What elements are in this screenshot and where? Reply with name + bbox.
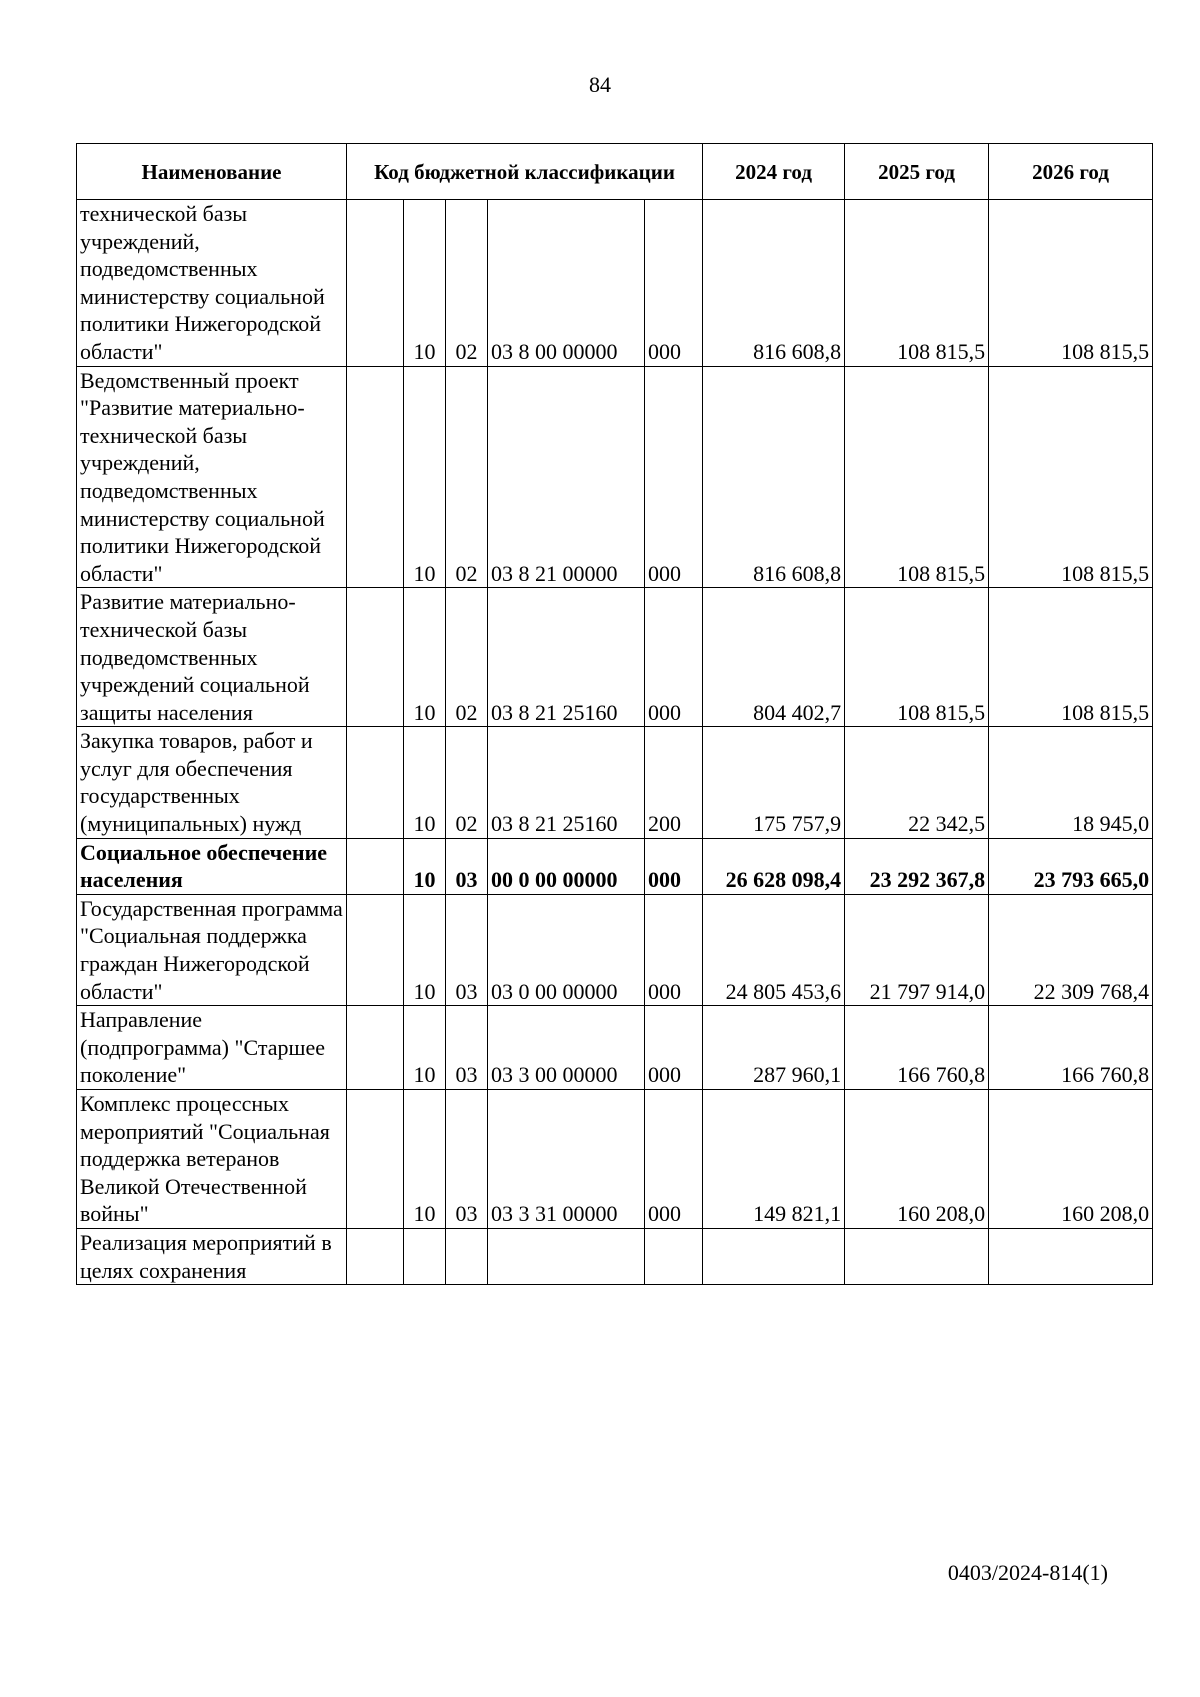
row-target-article-code: 03 8 21 25160 — [488, 727, 645, 838]
document-code: 0403/2024-814(1) — [947, 1560, 1108, 1585]
row-subsection-code: 03 — [446, 838, 488, 894]
row-target-article-code: 03 3 00 00000 — [488, 1006, 645, 1090]
row-expense-type-code: 000 — [645, 1006, 703, 1090]
row-name: Социальное обеспечение населения — [77, 838, 347, 894]
row-expense-type-code: 000 — [645, 894, 703, 1005]
row-amount-2024: 175 757,9 — [703, 727, 845, 838]
row-subsection-code: 03 — [446, 1090, 488, 1229]
row-gp-code — [347, 588, 404, 727]
row-amount-2024: 149 821,1 — [703, 1090, 845, 1229]
row-amount-2024: 816 608,8 — [703, 200, 845, 367]
row-subsection-code: 02 — [446, 200, 488, 367]
table-row — [77, 1006, 1153, 1090]
table-row — [77, 727, 1153, 838]
row-section-code: 10 — [404, 366, 446, 588]
row-target-article-code — [488, 1228, 645, 1284]
table-row — [77, 894, 1153, 1005]
row-amount-2025: 23 292 367,8 — [845, 838, 989, 894]
row-target-article-code: 03 8 00 00000 — [488, 200, 645, 367]
row-amount-2024: 804 402,7 — [703, 588, 845, 727]
row-gp-code — [347, 366, 404, 588]
header-2026: 2026 год — [989, 144, 1153, 200]
row-gp-code — [347, 1228, 404, 1284]
row-amount-2024: 24 805 453,6 — [703, 894, 845, 1005]
row-section-code: 10 — [404, 588, 446, 727]
row-name: Государственная программа "Социальная поддержка граждан Нижегородской области" — [77, 894, 347, 1005]
row-subsection-code: 03 — [446, 1006, 488, 1090]
row-name: Ведомственный проект "Развитие материально-технической базы учреждений, подведомственных министерству социальной политики Нижегородской области" — [77, 366, 347, 588]
row-target-article-code: 03 8 21 25160 — [488, 588, 645, 727]
row-expense-type-code: 000 — [645, 588, 703, 727]
row-amount-2025 — [845, 1228, 989, 1284]
row-gp-code — [347, 838, 404, 894]
row-amount-2026: 18 945,0 — [989, 727, 1153, 838]
row-expense-type-code: 200 — [645, 727, 703, 838]
row-section-code: 10 — [404, 727, 446, 838]
row-target-article-code: 03 8 21 00000 — [488, 366, 645, 588]
row-gp-code — [347, 894, 404, 1005]
row-gp-code — [347, 200, 404, 367]
table-row — [77, 1090, 1153, 1229]
row-section-code: 10 — [404, 1006, 446, 1090]
row-section-code: 10 — [404, 894, 446, 1005]
row-section-code: 10 — [404, 200, 446, 367]
row-amount-2025: 108 815,5 — [845, 366, 989, 588]
row-amount-2025: 160 208,0 — [845, 1090, 989, 1229]
table-body — [77, 200, 1153, 1285]
row-subsection-code — [446, 1228, 488, 1284]
header-name: Наименование — [77, 144, 347, 200]
row-name: технической базы учреждений, подведомственных министерству социальной политики Нижегородской области" — [77, 200, 347, 367]
row-amount-2026: 108 815,5 — [989, 366, 1153, 588]
header-2024: 2024 год — [703, 144, 845, 200]
row-name: Закупка товаров, работ и услуг для обеспечения государственных (муниципальных) нужд — [77, 727, 347, 838]
row-expense-type-code: 000 — [645, 200, 703, 367]
row-expense-type-code: 000 — [645, 838, 703, 894]
row-subsection-code: 02 — [446, 366, 488, 588]
row-gp-code — [347, 1090, 404, 1229]
row-amount-2026: 160 208,0 — [989, 1090, 1153, 1229]
table-row — [77, 1228, 1153, 1284]
page-number: 84 — [589, 72, 611, 97]
table-row — [77, 200, 1153, 367]
row-amount-2024: 816 608,8 — [703, 366, 845, 588]
row-name: Реализация мероприятий в целях сохранения — [77, 1228, 347, 1284]
row-amount-2025: 21 797 914,0 — [845, 894, 989, 1005]
row-amount-2024: 287 960,1 — [703, 1006, 845, 1090]
row-amount-2025: 108 815,5 — [845, 588, 989, 727]
row-name: Развитие материально-технической базы подведомственных учреждений социальной защиты населения — [77, 588, 347, 727]
row-amount-2025: 166 760,8 — [845, 1006, 989, 1090]
row-amount-2026: 108 815,5 — [989, 200, 1153, 367]
row-section-code — [404, 1228, 446, 1284]
row-amount-2024: 26 628 098,4 — [703, 838, 845, 894]
table-row — [77, 838, 1153, 894]
row-gp-code — [347, 1006, 404, 1090]
row-subsection-code: 03 — [446, 894, 488, 1005]
row-target-article-code: 00 0 00 00000 — [488, 838, 645, 894]
table-row — [77, 366, 1153, 588]
header-code: Код бюджетной классификации — [347, 144, 703, 200]
row-name: Комплекс процессных мероприятий "Социальная поддержка ветеранов Великой Отечественной войны" — [77, 1090, 347, 1229]
row-target-article-code: 03 3 31 00000 — [488, 1090, 645, 1229]
row-amount-2024 — [703, 1228, 845, 1284]
row-section-code: 10 — [404, 838, 446, 894]
row-name: Направление (подпрограмма) "Старшее поколение" — [77, 1006, 347, 1090]
row-expense-type-code: 000 — [645, 366, 703, 588]
row-amount-2026: 23 793 665,0 — [989, 838, 1153, 894]
header-2025: 2025 год — [845, 144, 989, 200]
row-expense-type-code — [645, 1228, 703, 1284]
row-amount-2026: 166 760,8 — [989, 1006, 1153, 1090]
table-header-row — [77, 144, 1153, 200]
row-subsection-code: 02 — [446, 727, 488, 838]
row-section-code: 10 — [404, 1090, 446, 1229]
row-expense-type-code: 000 — [645, 1090, 703, 1229]
row-amount-2026: 22 309 768,4 — [989, 894, 1153, 1005]
budget-table — [76, 143, 1153, 1285]
table-row — [77, 588, 1153, 727]
row-target-article-code: 03 0 00 00000 — [488, 894, 645, 1005]
row-subsection-code: 02 — [446, 588, 488, 727]
row-amount-2025: 108 815,5 — [845, 200, 989, 367]
row-amount-2025: 22 342,5 — [845, 727, 989, 838]
row-amount-2026 — [989, 1228, 1153, 1284]
row-gp-code — [347, 727, 404, 838]
row-amount-2026: 108 815,5 — [989, 588, 1153, 727]
